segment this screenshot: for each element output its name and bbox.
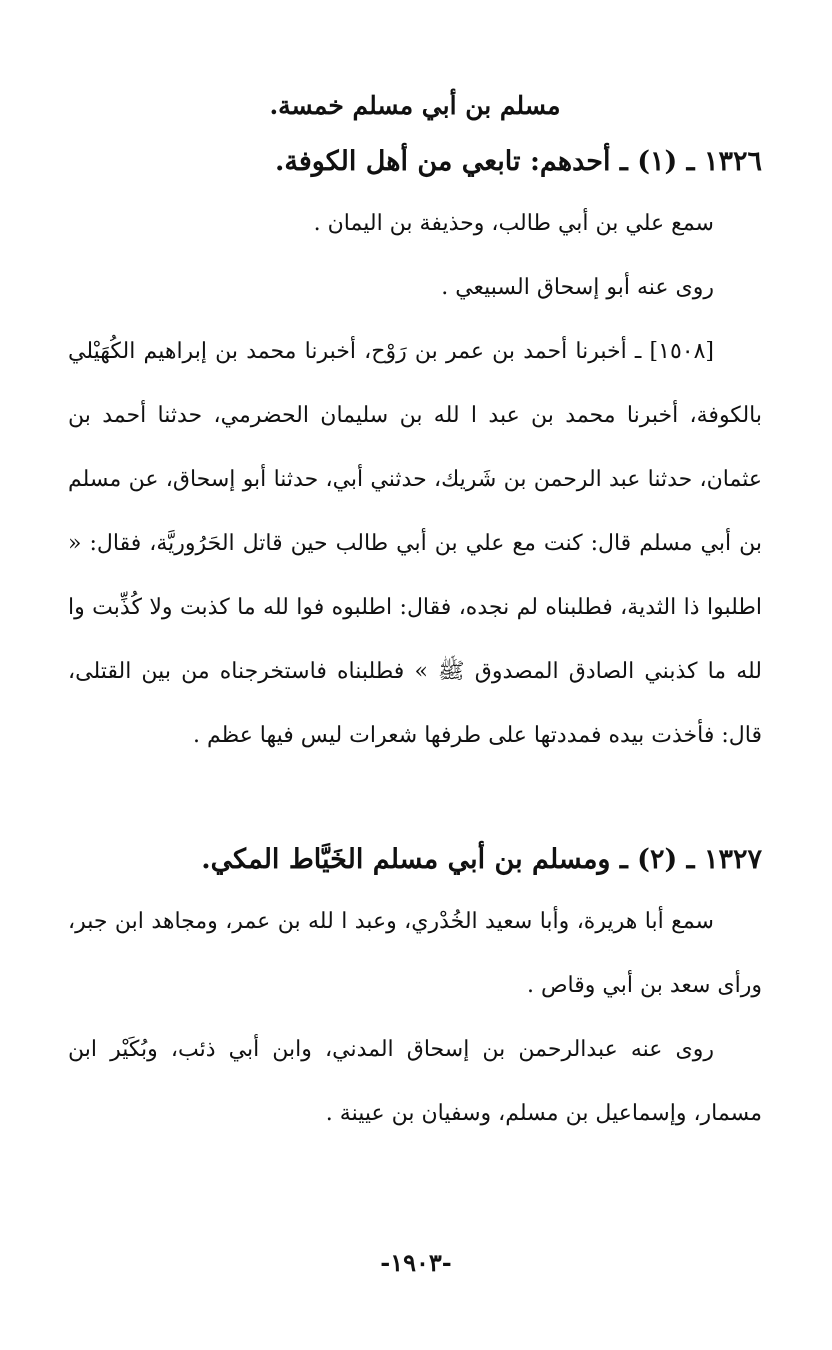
entry-paragraph: سمع علي بن أبي طالب، وحذيفة بن اليمان . bbox=[313, 211, 714, 236]
entry-paragraph: روى عنه أبو إسحاق السبيعي . bbox=[441, 275, 714, 300]
entry-heading: ١٣٢٦ ـ (١) ـ أحدهم: تابعي من أهل الكوفة. bbox=[274, 146, 762, 177]
entry-heading: ١٣٢٧ ـ (٢) ـ ومسلم بن أبي مسلم الخَيَّاط المكي. bbox=[201, 844, 762, 875]
entry-1327 bbox=[68, 838, 762, 1146]
hadith-paragraph: [١٥٠٨] ـ أخبرنا أحمد بن عمر بن رَوْح، أخبرنا محمد بن إبراهيم الكُهَيْلي بالكوفة، أخبرنا محمد بن عبد ا لله بن سليمان الحضرمي، حدثنا أحمد بن عثمان، حدثنا عبد الرحمن بن شَريك، حدثني أبي، حدثنا أبو إسحاق، عن مسلم بن أبي مسلم قال: كنت مع علي بن أبي طالب حين قاتل الحَرُوريَّة، فقال: « اطلبوا ذا الثدية، فطلبناه لم نجده، فقال: اطلبوه فوا لله ما كذبت ولا كُذِّبت وا لله ما كذبني الصادق المصدوق ﷺ » فطلبناه فاستخرجناه من بين القتلى، قال: فأخذت بيده فمددتها على طرفها شعرات ليس فيها عظم . bbox=[68, 339, 762, 748]
document-page bbox=[68, 86, 762, 1310]
page-title: مسلم بن أبي مسلم خمسة. bbox=[269, 91, 561, 120]
page-number: -١٩٠٣- bbox=[380, 1248, 452, 1277]
entry-paragraph: روى عنه عبدالرحمن بن إسحاق المدني، وابن أبي ذئب، وبُكَيْر ابن مسمار، وإسماعيل بن مسلم، وسفيان بن عيينة . bbox=[68, 1037, 762, 1126]
entry-1326 bbox=[68, 140, 762, 768]
entry-paragraph: سمع أبا هريرة، وأبا سعيد الخُدْري، وعبد ا لله بن عمر، ومجاهد ابن جبر، ورأى سعد بن أبي وقاص . bbox=[68, 909, 762, 998]
